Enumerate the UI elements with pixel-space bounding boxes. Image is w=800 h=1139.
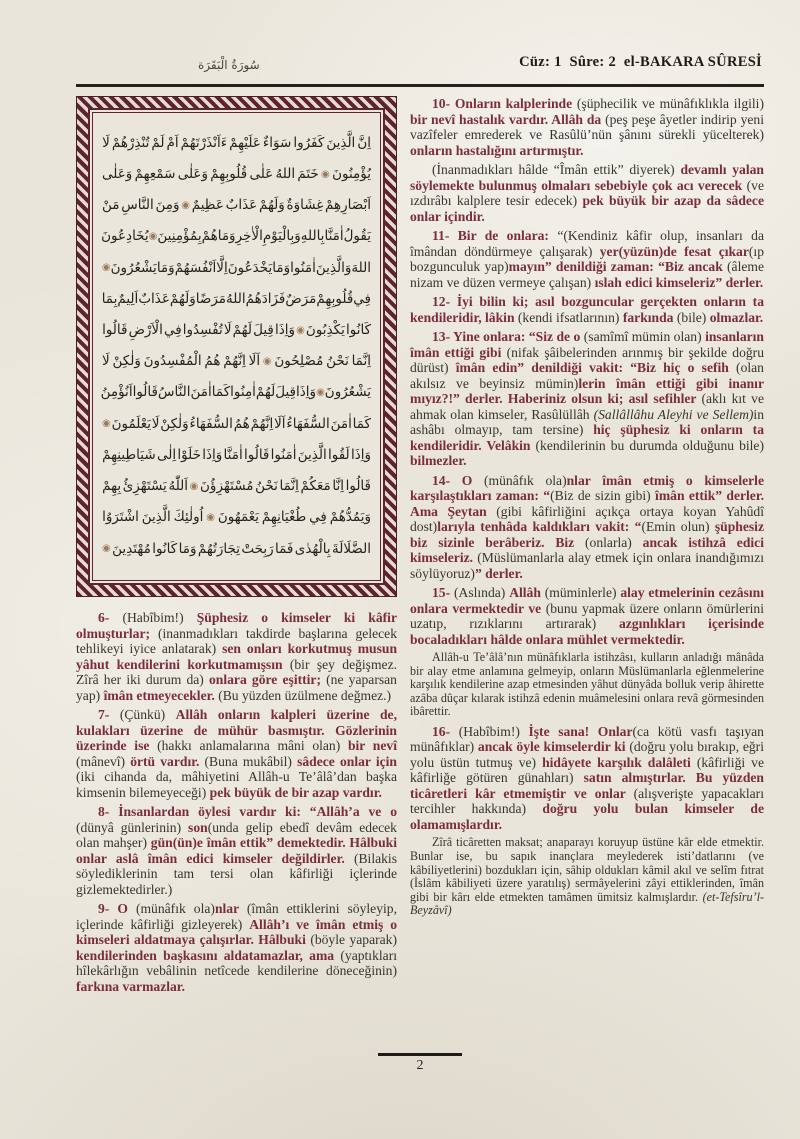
ayah-end-medallion-icon: ◉	[102, 543, 111, 555]
quran-word: وَمَا	[156, 259, 175, 276]
quran-line	[102, 165, 371, 182]
text-segment: in ashâbı olmayıp, tam tersine)	[410, 406, 764, 437]
page-footer	[76, 1053, 764, 1074]
text-segment: 12- İyi bilin ki; asıl bozguncular gerçekten onların ta kendileridir, lâkin	[410, 294, 764, 325]
ayah-end-medallion-icon: ◉	[262, 356, 272, 367]
text-segment: Allâh onların kalpleri üzerine de, kulakları üzerine de mühür basmıştır. Gözlerinin üzerinde ise	[76, 707, 397, 753]
quran-word: مُصْلِحُونَ	[274, 353, 324, 370]
quran-word: مَرَضًا	[195, 290, 227, 307]
quran-word: اِلَّا	[216, 259, 228, 276]
quran-word: الَّذِينَ	[326, 134, 356, 151]
quran-word: اِنَّمَا	[279, 478, 299, 495]
text-segment: (onlarla)	[585, 534, 643, 550]
quran-word: سَوَاءٌ	[262, 134, 292, 151]
text-segment: (bunu yapmak üzere onların ömürlerini uzatıp, rızıklarını artırarak)	[410, 600, 764, 631]
quran-word: شَيَاطِينِهِمْ	[102, 446, 156, 463]
quran-word: يُؤْمِنُونَ	[332, 165, 371, 182]
quran-word: خَتَمَ	[297, 165, 319, 182]
text-segment: (ca kötü vasfı taşıyan münâfıklar)	[410, 723, 764, 755]
text-segment: Allâh-u Te’âlâ’nın münâfıklarla istihzâsı, kulların anladığı mânâda bir alay etme anlamına gelmeyip, onların Müslümanlarla eğlenmelerine karşılık kendilerine azap etmesinden yâhut dünyâda bolluk verip âhirette azâba dûçar kılarak istihzâ edenin muâmelesini onlara revâ görmesinden ibârettir.	[410, 650, 764, 719]
text-segment: (inanmadıkları takdirde başlarına gelecek tehlikeyi iyice anlatarak)	[76, 625, 397, 656]
quran-word: مَرَضٌ	[285, 290, 317, 307]
text-segment: 7-	[98, 707, 120, 722]
quran-word: الْاٰخِرِ	[235, 228, 263, 245]
quran-word: فِي	[309, 509, 327, 526]
quran-word: قِيلَ	[275, 384, 297, 401]
quran-word: لَا	[223, 322, 232, 339]
quran-word: قُلُوبِهِمْ	[316, 290, 354, 307]
quran-word: اَلَا	[248, 353, 261, 370]
quran-word: اَللّٰهُ	[168, 478, 189, 495]
quran-word: فِي	[353, 290, 371, 307]
quran-word: فِي	[163, 322, 182, 339]
quran-word: اللهَ	[351, 259, 371, 276]
quran-word: لَا	[102, 134, 110, 151]
two-column-layout	[76, 87, 764, 998]
quran-word: وَلٰكِنْ	[160, 415, 189, 432]
text-segment: (Habîbim!)	[122, 610, 197, 625]
text-segment: (müminlerle)	[544, 585, 621, 600]
text-segment: (ve ızdırâbı kalplere tesir edecek)	[410, 177, 764, 208]
translation-paragraph	[410, 585, 764, 647]
text-segment: nlar	[214, 901, 247, 916]
ayah-end-medallion-icon: ◉	[181, 199, 190, 211]
quran-word: الْمُفْسِدُونَ	[143, 353, 202, 370]
quran-word: اٰمَنَّا	[223, 446, 243, 463]
quran-word: كَمَا	[352, 415, 371, 432]
quran-word: اِلٰى	[156, 446, 177, 463]
quran-word: اَنْفُسَهُمْ	[174, 259, 217, 276]
text-segment: (şüphecilik ve münâfıklıkla ilgili)	[576, 96, 764, 111]
quran-word: عَظِيمٌ	[191, 197, 224, 214]
quran-word: وَيَمُدُّهُمْ	[329, 509, 371, 526]
quran-line	[102, 230, 371, 244]
translation-paragraph	[410, 96, 764, 158]
quran-word: اَلِيمٌ	[117, 290, 139, 307]
text-segment: 8- İnsanlardan öylesi vardır ki: “Allâh’a ve o	[98, 804, 397, 819]
text-segment: insanların îmân ettiği gibi	[410, 329, 764, 360]
ayah-end-medallion-icon: ◉	[321, 168, 330, 180]
page-content	[76, 0, 765, 1073]
ayah-end-medallion-icon: ◉	[101, 262, 111, 274]
quran-word: مَعَكُمْ	[300, 478, 331, 495]
quran-word: السُّفَهَاءُ	[189, 415, 233, 432]
quran-word: قِيلَ	[253, 322, 274, 339]
text-segment: lerin îmân ettiği gibi inanır mıyız?!” derler. Haberiniz olsun ki; asıl sefihler	[410, 375, 764, 406]
text-segment: (İnanmadıkları hâlde “Îmân ettik” diyerek)	[432, 162, 681, 177]
quran-word: النَّاسُ	[157, 384, 191, 401]
text-segment: (Aslında)	[453, 585, 510, 600]
quran-word: الْاَرْضِ	[128, 322, 163, 339]
translation-paragraph	[76, 707, 397, 800]
quran-line	[102, 324, 371, 338]
text-segment: îmân edin” denildiği vakit: “Biz hiç o sefih	[455, 360, 737, 375]
text-segment: (münâfık ola)	[135, 901, 215, 916]
ayah-end-medallion-icon: ◉	[316, 387, 325, 399]
text-segment: alay etmelerinin cezâsını onlara vermektedir ve	[410, 585, 764, 616]
quran-word: غِشَاوَةٌ	[286, 197, 324, 214]
quran-word: فَزَادَهُمُ	[245, 290, 286, 307]
quran-line	[102, 386, 371, 400]
quran-word: رَبِحَتْ	[241, 540, 274, 557]
text-segment: satın almıştırlar. Bu yüzden ticâretleri kâr etmemiştir ve onlar	[410, 770, 764, 801]
text-segment: bir nevî	[347, 738, 397, 753]
quran-word: وَمِنَ	[155, 197, 180, 214]
quran-word: الَّذِينَ	[297, 446, 327, 463]
page-header	[76, 0, 764, 87]
translation-paragraph	[76, 610, 397, 703]
translation-paragraph	[410, 473, 764, 582]
text-segment: Allâh’ı ve îmân etmiş o kimseleri aldatmaya çalışırlar. Hâlbuki	[76, 916, 397, 947]
left-column	[76, 96, 397, 998]
text-segment: (bile)	[676, 309, 710, 325]
text-segment: hidâyete karşılık dalâleti	[542, 754, 697, 770]
translation-paragraph	[410, 329, 764, 469]
quran-word: قُلُوبِهِمْ	[210, 165, 248, 182]
text-segment: (peş peşe âyetler indirip yeni vazîfeler emrederek ve Rasûlü’nün şânını sürekli yücelterek)	[410, 111, 765, 142]
text-segment: (iki cihanda da, mâhiyetini Allâh-u Te’âlâ’dan başka kimsenin bilemeyeceği)	[76, 769, 397, 800]
quran-word: مُهْتَدِينَ	[112, 540, 151, 557]
quran-line	[102, 134, 371, 151]
text-segment: 6-	[98, 610, 123, 625]
quran-word: بِالْهُدٰى	[294, 540, 331, 557]
quran-word: اٰمَنَ	[330, 415, 352, 432]
quran-word: ءَاَنْذَرْتَهُمْ	[180, 134, 228, 151]
text-segment: hiç şüphesiz ki onların ta kendileridir. Velâkin	[410, 422, 765, 453]
text-segment: gün(ün)e îmân ettik” demektedir. Hâlbuki onlar aslâ îmân edici kimseler değildirler.	[76, 835, 397, 866]
quran-word: كَانُوا	[152, 540, 178, 557]
quran-word: كَفَرُوا	[293, 134, 325, 151]
quran-word: اِنَّمَا	[351, 353, 371, 370]
quran-word: يَشْعُرُونَ	[110, 259, 157, 276]
text-segment: (bir şey değişmez. Zîrâ her iki durum da)	[76, 656, 398, 687]
quran-word: مَنْ	[102, 197, 120, 214]
quran-word: يَشْعُرُونَ	[324, 384, 371, 401]
quran-word: وَالَّذِينَ	[315, 259, 352, 276]
quran-word: يَكْذِبُونَ	[305, 322, 345, 339]
text-segment: (kendi ifsatlarının)	[517, 309, 623, 325]
ayah-end-medallion-icon: ◉	[206, 512, 216, 524]
quran-word: اٰمَنَّا	[324, 228, 344, 245]
text-segment: “(Kendiniz kâfir olup, insanları da îmândan döndürmeye çalışarak)	[410, 228, 764, 259]
translation-paragraph	[76, 901, 397, 994]
quran-word: الضَّلَالَةَ	[332, 540, 371, 557]
text-segment: (âleme nizam ve düzen vermeye çalışan)	[410, 259, 764, 290]
quran-word: اَنُؤْمِنُ	[100, 384, 133, 401]
text-segment: (alışverişte yapacakları tercihler hakkında)	[410, 785, 764, 817]
quran-line	[102, 540, 371, 557]
quran-line	[102, 355, 371, 369]
translation-paragraph	[410, 724, 764, 833]
quran-word: تُنْذِرْهُمْ	[111, 134, 150, 151]
text-segment: sen onları korkutmuş musun yâhut kendilerini korkutmamışsın	[76, 641, 397, 672]
quran-word: يَقُولُ	[343, 228, 371, 245]
quran-word: لَهُمْ	[232, 322, 252, 339]
quran-word: بِمَا	[101, 290, 118, 307]
quran-line	[102, 480, 371, 494]
right-column-text	[410, 96, 764, 998]
text-segment: (gibi kâfirliğini açıkça ortaya koyan Yahûdî dost)	[410, 503, 765, 534]
ayah-end-medallion-icon: ◉	[102, 418, 111, 430]
text-segment: (îmân ettiklerini söyleyip, içlerinde kâfirliği gizleyerek)	[76, 901, 397, 932]
quran-word: يَسْتَهْزِئُ	[122, 478, 167, 495]
quran-line	[101, 290, 371, 307]
text-segment: kendilerinden başkasını aldatamazlar, ama	[76, 947, 341, 963]
text-segment: pek büyük de bir azap vardır.	[209, 784, 382, 800]
text-segment: 10- Onların kalplerinde	[432, 96, 577, 111]
text-segment: (münâfık ola)	[484, 472, 567, 488]
text-segment: farkında	[622, 309, 677, 325]
quran-word: وَاِذَا	[274, 322, 295, 339]
text-segment: farkına varmazlar.	[76, 978, 185, 994]
translation-paragraph	[410, 162, 764, 224]
text-segment: (ne yaparsan yap)	[76, 672, 397, 703]
text-segment: (kâfirliği ve kâfirliğe götüren günahları)	[410, 754, 765, 786]
ayah-end-medallion-icon: ◉	[189, 480, 199, 492]
quran-word: الَّذِينَ	[141, 509, 171, 526]
quran-word: طُغْيَانِهِمْ	[261, 509, 307, 526]
text-segment: yer(yüzün)de fesat çıkar	[599, 243, 749, 259]
quran-word: وَمَا	[272, 259, 291, 276]
text-segment: son	[188, 819, 208, 835]
ayah-end-medallion-icon: ◉	[148, 231, 158, 243]
text-segment: doğru yolu bulan kimseler de olamamışlardır.	[410, 801, 764, 832]
quran-word: اٰمِنُوا	[230, 384, 256, 401]
text-segment: nlar îmân etmiş o kimselerle karşılaştıkları zaman: “	[410, 472, 764, 503]
text-segment: 11- Bir de onlara:	[432, 228, 558, 243]
text-segment: İşte sana! Onlar	[528, 723, 633, 739]
text-segment: örtü vardır.	[130, 753, 205, 769]
quran-word: اللهُ	[275, 165, 296, 182]
quran-word: مُسْتَهْزِؤُنَ	[200, 478, 254, 495]
quran-word: نَحْنُ	[255, 478, 278, 495]
text-segment: 16-	[432, 723, 459, 739]
text-segment: 14- O	[432, 472, 484, 488]
quran-word: قَالُوا	[243, 446, 270, 463]
quran-word: يَخْدَعُونَ	[227, 259, 273, 276]
text-segment: mayın” denildiği zaman: “Biz ancak	[508, 259, 728, 274]
text-segment: (Sallâllâhu Aleyhi ve Sellem)	[593, 406, 754, 422]
quran-line	[102, 199, 371, 213]
quran-word: كَمَا	[211, 384, 231, 401]
text-segment: (Çünkü)	[119, 707, 176, 722]
text-segment: Allâh	[509, 585, 545, 600]
quran-word: خَلَوْا	[177, 446, 201, 463]
text-segment: (nifak şâibelerinden arınmış bir şekilde doğru dürüst)	[410, 344, 764, 375]
quran-word: يَعْلَمُونَ	[111, 415, 151, 432]
text-segment: Şüphesiz o kimseler ki kâfir olmuşturlar;	[76, 610, 397, 641]
quran-word: كَانُوا	[345, 322, 371, 339]
quran-word: اَلَا	[274, 415, 286, 432]
quran-word: اِنَّهُمْ	[223, 353, 246, 370]
quran-frame	[76, 96, 397, 597]
quran-word: اٰمَنَ	[190, 384, 212, 401]
quran-word: تِجَارَتُهُمْ	[197, 540, 240, 557]
text-segment: (Bu yüzden üzülmene değmez.)	[218, 687, 392, 703]
quran-line	[102, 511, 371, 525]
text-segment: ıslah edici kimseleriz” derler.	[594, 274, 764, 290]
quran-word: اُولٰئِكَ	[173, 509, 204, 526]
quran-word: لَمْ	[151, 134, 165, 151]
quran-word: وَعَلٰى	[102, 165, 133, 182]
quran-word: بِاللهِ	[300, 228, 325, 245]
text-segment: (Müslümanlarla alay etmek için onlara inandığımızı söylüyoruz)	[410, 550, 765, 581]
quran-word: سَمْعِهِمْ	[134, 165, 176, 182]
text-segment: Zîrâ ticâretten maksat; anaparayı koruyup üstüne kâr elde etmektir. Bunlar ise, bu sapık inançlara meylederek isti’datlarını (ve kâbiliyetlerini) bozdukları için, sâhip oldukları kâmil akıl ve selîm fıtrat (İslâm kâbiliyeti üzere yaratılış) sermâyelerini zâyi ettiklerinden, îmân gibi bir kârı elde etmekten tamâmen ümitsiz kalmışlardır.	[410, 835, 764, 904]
quran-word: وَلٰكِنْ	[112, 353, 141, 370]
quran-word: عَلٰى	[249, 165, 274, 182]
text-segment: olmazlar.	[709, 309, 764, 325]
text-segment: îmân etmeyecekler.	[103, 687, 219, 703]
text-segment: (dünyâ günlerinin)	[76, 819, 189, 835]
quran-word: اٰمَنُوا	[290, 259, 316, 276]
quran-line	[101, 259, 371, 276]
text-segment: ancak istihzâ edici kimseleriz.	[410, 534, 764, 565]
quran-word: وَمَا	[178, 540, 197, 557]
commentary-paragraph	[410, 836, 764, 918]
quran-word: اٰمَنُوا	[270, 446, 297, 463]
quran-word: النَّاسِ	[121, 197, 154, 214]
left-column-text	[76, 610, 397, 994]
quran-word: وَاِذَا	[202, 446, 223, 463]
quran-word: اللهُ	[226, 290, 246, 307]
text-segment: (Emin olun)	[641, 519, 710, 534]
text-segment: (böyle yaparak)	[310, 932, 398, 947]
text-segment: (olan akılsız ve beyinsiz mümin)	[410, 360, 764, 391]
quran-word: وَعَلٰى	[177, 165, 208, 182]
quran-word: اِنَّهُمْ	[250, 415, 274, 432]
quran-word: هُمُ	[233, 415, 250, 432]
text-segment: sâdece onlar için	[297, 753, 397, 769]
quran-word: لَقُوا	[328, 446, 350, 463]
quran-word: وَلَهُمْ	[169, 290, 196, 307]
text-segment: azgınlıkları içerisinde bocaladıkları hâlde onlara mühlet vermektedir.	[410, 616, 764, 647]
quran-word: لَا	[151, 415, 160, 432]
text-segment: (doğru yolu bırakıp, eğri yolu üstün tutmuş ve)	[410, 739, 764, 770]
text-segment: (unda gelip ebedî devâm edecek olan mahşer)	[76, 819, 397, 850]
quran-line	[102, 446, 371, 463]
quran-word: قَالُوا	[102, 322, 128, 339]
text-segment: bilmezler.	[410, 453, 467, 468]
quran-word: هُمُ	[204, 353, 221, 370]
text-segment: (kendilerinin bu durumda olduğunu bile)	[535, 437, 764, 453]
text-segment: (Bilakis söylediklerinin tam tersi olan kâfirliği içlerinde gizlemektedirler.)	[76, 850, 397, 897]
page-number: 2	[416, 1058, 424, 1073]
text-segment: onlara göre eşittir;	[209, 672, 327, 687]
text-segment: onların hastalığını artırmıştır.	[410, 142, 584, 158]
text-segment: 13- Yine onlara: “Siz de o	[432, 329, 584, 344]
text-segment: larıyla tenhâda kaldıkları vakit: “	[437, 519, 642, 534]
quran-word: تُفْسِدُوا	[182, 322, 223, 339]
text-segment: (yaptıkları hîlekârlığın vebâlinin netîcede kendilerine döneceğinin)	[76, 947, 397, 978]
quran-line	[102, 415, 371, 432]
translation-paragraph	[76, 804, 397, 897]
text-segment: bir nevî hastalık vardır. Allâh da	[410, 111, 606, 127]
text-segment: (et-Tefsîru’l-Beyzâvî)	[410, 889, 764, 918]
quran-word: اَبْصَارِهِمْ	[325, 197, 371, 214]
quran-word: اِنَّا	[332, 478, 344, 495]
quran-word: عَذَابٌ	[138, 290, 170, 307]
quran-frame-inner-border	[88, 108, 385, 585]
quran-word: يُخَادِعُونَ	[101, 228, 149, 245]
quran-word: اَمْ	[166, 134, 179, 151]
text-segment: (Biz de sizin gibi)	[550, 488, 651, 503]
quran-word: بِهِمْ	[102, 478, 122, 495]
commentary-paragraph	[410, 651, 764, 719]
text-segment: (hakkı anlamalarına mâni olan)	[157, 738, 348, 753]
text-segment: 15-	[432, 585, 454, 600]
quran-word: فَمَا	[275, 540, 294, 557]
quran-word: وَلَهُمْ	[258, 197, 285, 214]
quran-word: عَلَيْهِمْ	[229, 134, 261, 151]
text-segment: (samîmî mümin olan)	[583, 329, 706, 344]
quran-word: عَذَابٌ	[225, 197, 258, 214]
quran-word: نَحْنُ	[326, 353, 349, 370]
quran-word: بِمُؤْمِنِينَ	[157, 228, 202, 245]
quran-word: السُّفَهَاءُ	[286, 415, 330, 432]
quran-word: قَالُوا	[132, 384, 158, 401]
text-segment: ancak öyle kimselerdir ki	[477, 739, 630, 755]
quran-word: قَالُوا	[345, 478, 371, 495]
quran-word: اِنَّ	[357, 134, 371, 151]
text-segment: (mânevî)	[76, 753, 131, 769]
translation-paragraph	[410, 294, 764, 325]
footer-rule	[378, 1053, 462, 1056]
surah-title-arabic: سُورَةُ الْبَقَرَة	[198, 58, 260, 72]
text-segment: (ıp bozgunculuk yap)	[410, 243, 765, 274]
quran-word: وَبِالْيَوْمِ	[262, 228, 301, 245]
quran-word: هُمْ	[201, 228, 218, 245]
translation-paragraph	[410, 228, 764, 290]
text-segment: ” derler.	[474, 565, 523, 581]
text-segment: (aklı kıt ve ahmak olan kimseler, Rasûlüllâh	[410, 391, 764, 422]
text-segment: pek büyük bir azap da sâdece onlar içindir.	[410, 193, 764, 224]
quran-word: لَا	[102, 353, 110, 370]
quran-text-block	[92, 112, 381, 581]
text-segment: şüphesiz biz sizinle berâberiz. Biz	[410, 519, 764, 550]
text-segment: (Habîbim!)	[458, 723, 529, 739]
text-segment: 9- O	[98, 901, 136, 916]
quran-word: وَاِذَا	[350, 446, 371, 463]
quran-word: اشْتَرَوُا	[102, 509, 139, 526]
text-segment: devamlı yalan söylemekte bulunmuş olmaları sebebiyle çok acı verecek	[410, 162, 764, 193]
text-segment: îmân ettik” derler. Ama Şeytan	[410, 488, 765, 519]
quran-word: يَعْمَهُونَ	[217, 509, 260, 526]
quran-word: وَمَا	[217, 228, 236, 245]
ayah-end-medallion-icon: ◉	[296, 324, 305, 336]
quran-word: لَهُمْ	[255, 384, 276, 401]
quran-word: وَاِذَا	[296, 384, 317, 401]
text-segment: (Buna mukâbil)	[204, 753, 298, 769]
juz-surah-label: Cüz: 1 Sûre: 2 el-BAKARA SÛRESİ	[519, 54, 762, 70]
